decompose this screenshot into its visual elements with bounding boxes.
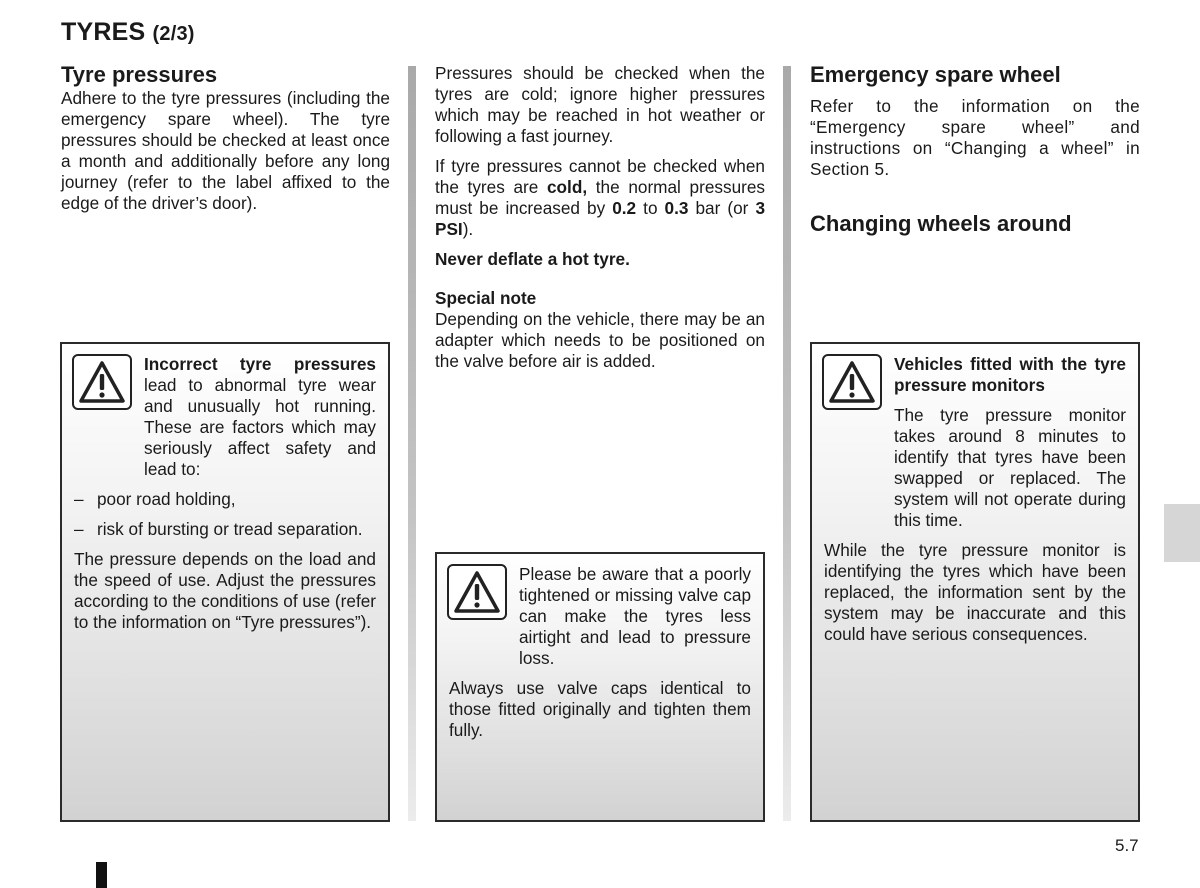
page-title bbox=[61, 18, 195, 47]
column-divider-right bbox=[783, 66, 791, 821]
page-title-main: TYRES bbox=[61, 18, 146, 46]
column-2-text bbox=[435, 63, 765, 372]
warning-text-block bbox=[449, 564, 751, 750]
emergency-spare-paragraph bbox=[810, 96, 1140, 180]
section-heading-changing-wheels: Changing wheels around bbox=[810, 211, 1072, 236]
warning-text-block bbox=[74, 354, 376, 480]
page-number: 5.7 bbox=[1115, 836, 1139, 855]
tyre-pressures-paragraph bbox=[61, 88, 390, 214]
section-heading-tyre-pressures: Tyre pressures bbox=[61, 62, 218, 87]
value-high: 0.3 bbox=[664, 198, 689, 218]
value-psi: 3 PSI bbox=[435, 198, 765, 239]
warning-lead-rest: lead to abnormal tyre wear and unusually hot running. These are factors which may seriously affect safety and lead to: bbox=[144, 375, 376, 479]
text-fragment: If tyre pressures cannot be checked when the tyres are bbox=[435, 156, 765, 197]
monitor-warning-heading: Vehicles fitted with the tyre pressure monitors bbox=[894, 354, 1126, 395]
warning-box-valve-caps bbox=[435, 552, 765, 822]
monitor-warning-text-1: The tyre pressure monitor takes around 8 minutes to identify that tyres have been swapped or replaced. The system will not operate during this time. bbox=[894, 405, 1126, 530]
tyre-pressures-text: Adhere to the tyre pressures (including the emergency spare wheel). The tyre pressures should be checked at least once a month and additionally before any long journey (refer to the label affixed to the edge of the driver’s door). bbox=[61, 88, 390, 213]
section-heading-emergency-spare-wheel: Emergency spare wheel bbox=[810, 62, 1061, 87]
special-note-text: Depending on the vehicle, there may be an adapter which needs to be positioned on the valve before air is added. bbox=[435, 309, 765, 371]
text-fragment: the normal pressures must be increased by bbox=[435, 177, 766, 218]
text-fragment: bar (or bbox=[688, 198, 756, 218]
warning-box-incorrect-pressures bbox=[60, 342, 390, 822]
value-low: 0.2 bbox=[612, 198, 637, 218]
warning-text-block bbox=[824, 354, 1126, 654]
emergency-spare-text: Refer to the information on the “Emergency spare wheel” and instructions on “Changing a wheel” in Section 5. bbox=[810, 96, 1140, 179]
valve-cap-advice-text: Always use valve caps identical to those fitted originally and tighten them fully. bbox=[449, 678, 751, 740]
list-item: – risk of bursting or tread separation. bbox=[74, 519, 376, 540]
warning-box-pressure-monitors bbox=[810, 342, 1140, 822]
special-note-heading: Special note bbox=[435, 288, 537, 308]
column-divider-left bbox=[408, 66, 416, 821]
warning-lead-bold: Incorrect tyre pressures bbox=[144, 354, 376, 374]
text-fragment: ). bbox=[462, 219, 474, 239]
warning-list-block bbox=[74, 489, 376, 642]
valve-cap-warning-text: Please be aware that a poorly tightened or missing valve cap can make the tyres less airtight and lead to pressure loss. bbox=[519, 564, 751, 668]
text-fragment: to bbox=[636, 198, 665, 218]
crop-mark bbox=[96, 862, 107, 888]
text-bold-cold: cold, bbox=[547, 177, 588, 197]
section-tab-marker bbox=[1164, 504, 1200, 562]
check-cold-paragraph: Pressures should be checked when the tyres are cold; ignore higher pressures which may be reached in hot weather or following a fast journey. bbox=[435, 63, 765, 146]
page-title-part: (2/3) bbox=[152, 23, 195, 45]
warning-closing-text: The pressure depends on the load and the speed of use. Adjust the pressures according to the conditions of use (refer to the information on “Tyre pressures”). bbox=[74, 549, 376, 632]
monitor-warning-text-2: While the tyre pressure monitor is identifying the tyres which have been replaced, the information sent by the system may be inaccurate and this could have serious consequences. bbox=[824, 540, 1126, 644]
list-item: – poor road holding, bbox=[74, 489, 376, 510]
warning-list bbox=[74, 489, 376, 540]
increase-pressure-paragraph bbox=[435, 156, 765, 240]
never-deflate-notice: Never deflate a hot tyre. bbox=[435, 249, 630, 269]
